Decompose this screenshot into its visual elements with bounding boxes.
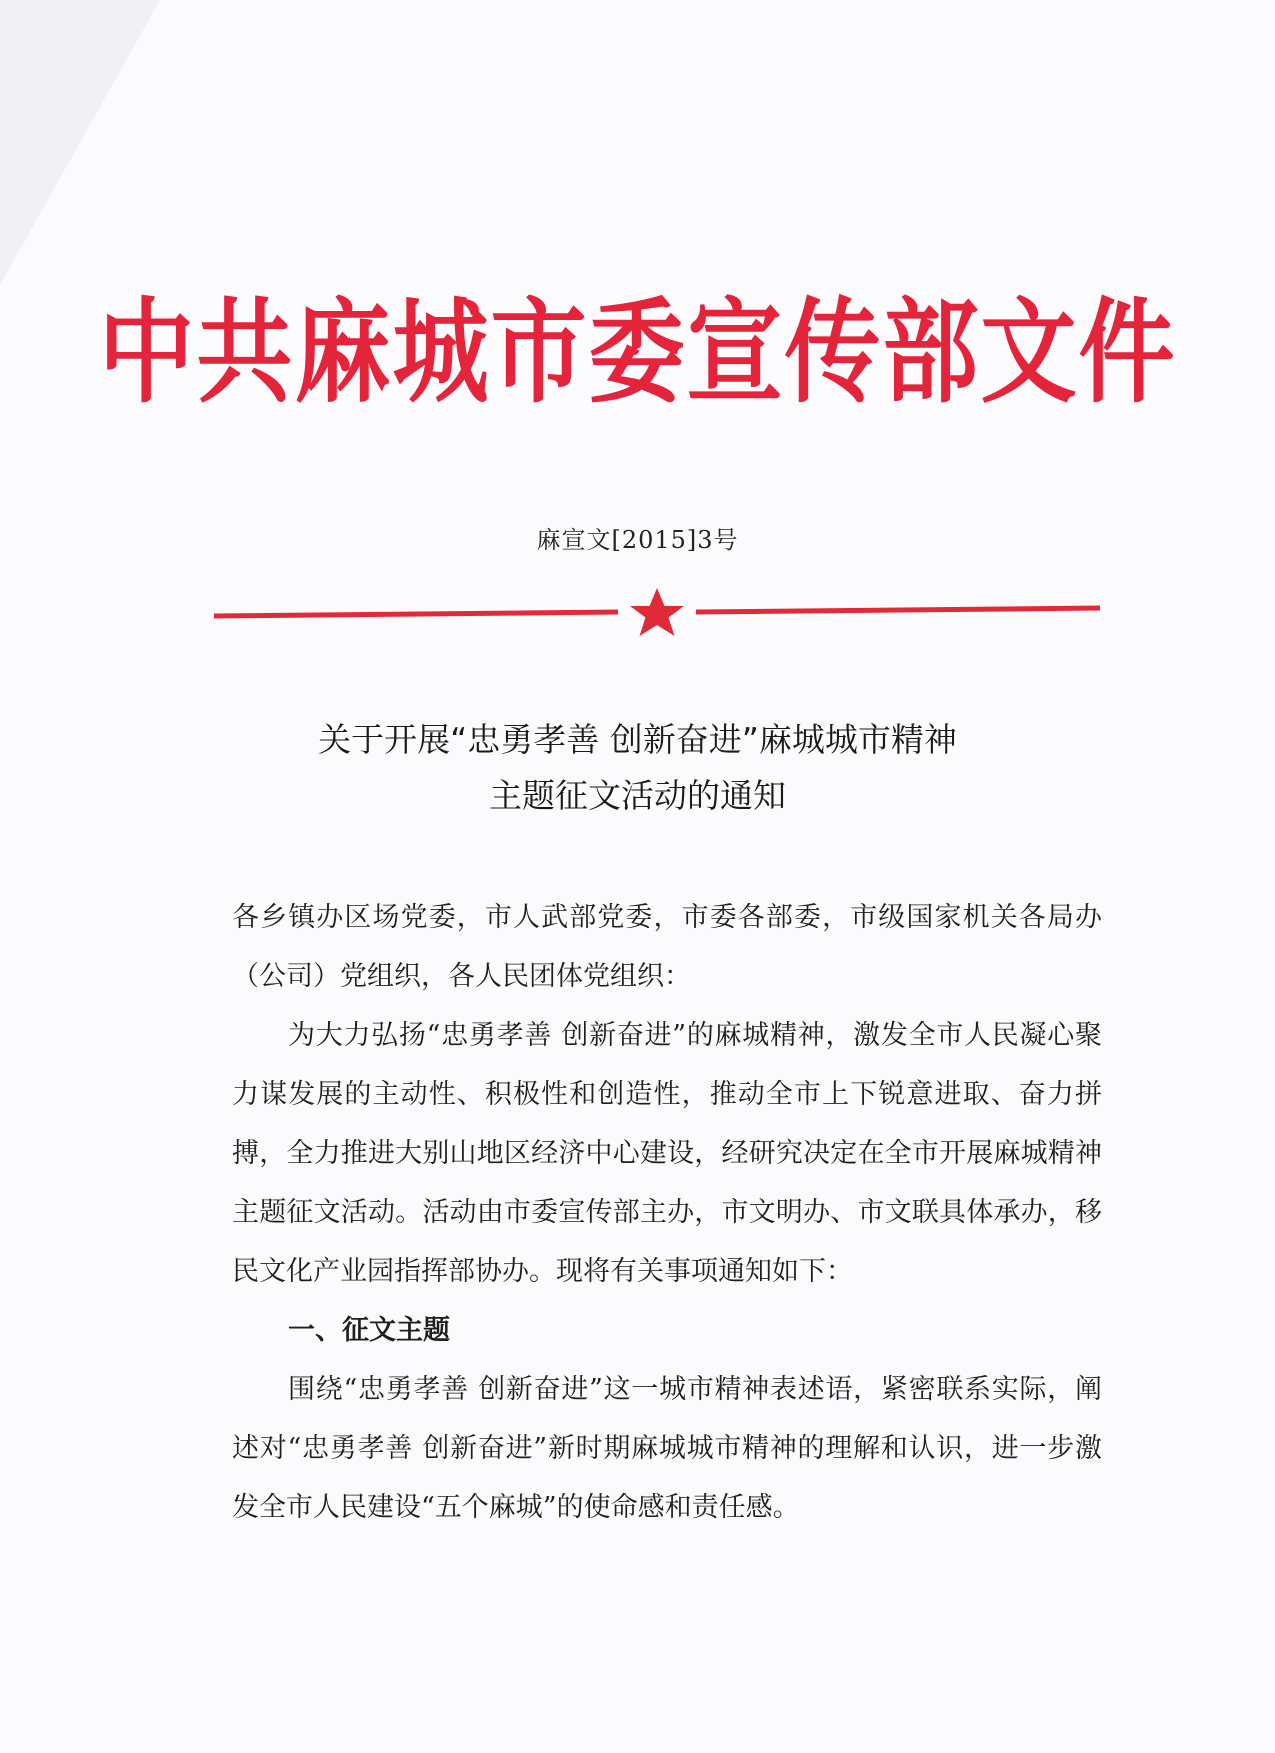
notice-title-line-1: 关于开展“忠勇孝善 创新奋进”麻城城市精神 — [318, 720, 957, 759]
red-divider-with-star — [214, 586, 1100, 642]
notice-title — [0, 712, 1275, 824]
star-icon — [630, 588, 684, 636]
divider-line-right — [696, 608, 1100, 612]
divider-line-left — [214, 612, 618, 616]
notice-body — [232, 888, 1102, 1537]
section-heading: 一、征文主题 — [288, 1315, 450, 1346]
notice-title-line-2: 主题征文活动的通知 — [489, 776, 786, 815]
document-number: 麻宣文[2015]3号 — [536, 526, 739, 554]
addressee-paragraph: 各乡镇办区场党委，市人武部党委，市委各部委，市级国家机关各局办（公司）党组织，各人民团体党组织： — [232, 902, 1102, 992]
intro-paragraph: 为大力弘扬“忠勇孝善 创新奋进”的麻城精神，激发全市人民凝心聚力谋发展的主动性、积极性和创造性，推动全市上下锐意进取、奋力拼搏，全力推进大别山地区经济中心建设，经研究决定在全市开展麻城精神主题征文活动。活动由市委宣传部主办，市文明办、市文联具体承办，移民文化产业园指挥部协办。现将有关事项通知如下： — [232, 1020, 1102, 1287]
section-paragraph: 围绕“忠勇孝善 创新奋进”这一城市精神表述语，紧密联系实际，阐述对“忠勇孝善 创新奋进”新时期麻城城市精神的理解和认识，进一步激发全市人民建设“五个麻城”的使命感和责任感。 — [232, 1374, 1102, 1523]
document-header-title: 中共麻城市委宣传部文件 — [98, 285, 1177, 419]
